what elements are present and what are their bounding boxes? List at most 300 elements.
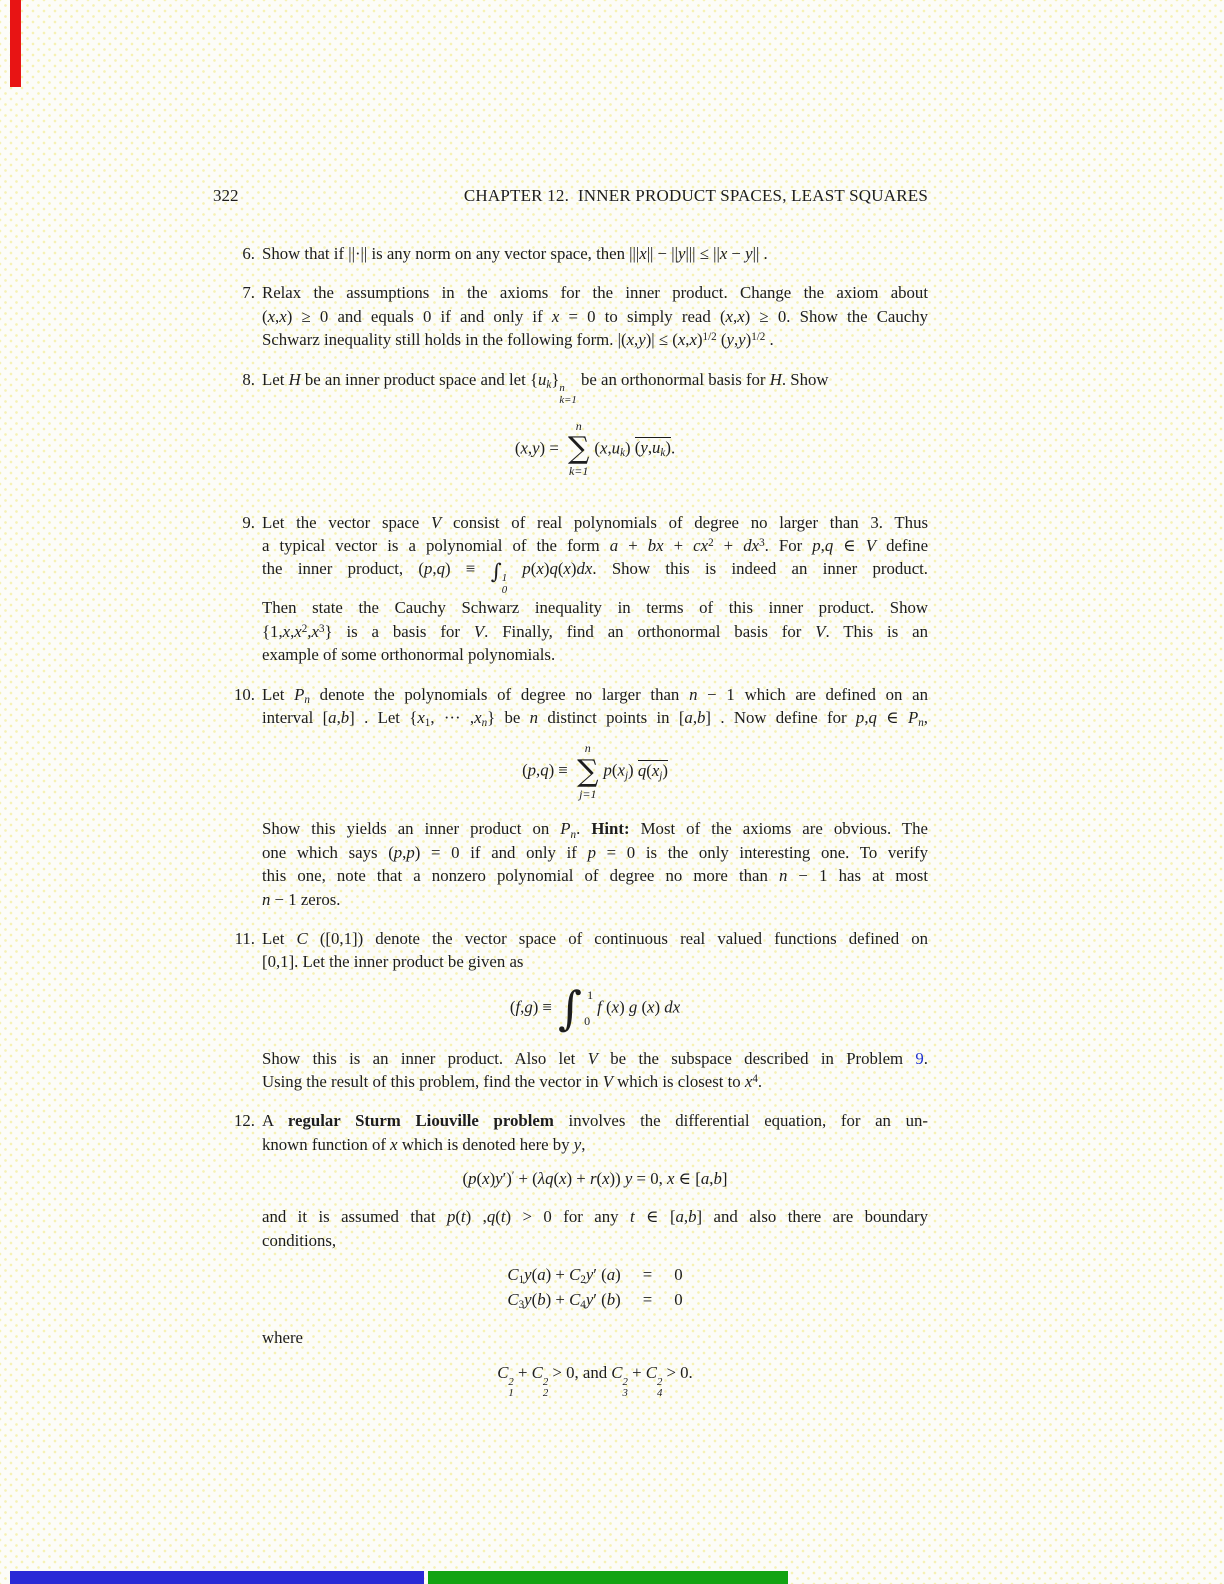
- text-run: −: [727, 244, 746, 263]
- text-run: 1: [424, 717, 431, 729]
- text-run: b: [697, 707, 706, 727]
- text-line: [262, 643, 928, 666]
- nav-link-marker-bottom-left[interactable]: [10, 1571, 424, 1584]
- text-line: [262, 1326, 928, 1349]
- text-run: Let: [262, 929, 297, 949]
- text-block: [262, 281, 928, 351]
- text-run: || .: [752, 244, 768, 263]
- text-run: x: [551, 306, 560, 326]
- integral-icon: ∫: [558, 980, 583, 1035]
- equation-cell: [507, 1290, 620, 1310]
- text-run: λ: [537, 1169, 546, 1189]
- text-run: Show that if ||·|| is any norm on any vector space, then |||: [262, 244, 640, 263]
- text-run: } is a basis for: [324, 621, 474, 641]
- text-run: x: [536, 559, 544, 579]
- text-run: ,: [336, 707, 341, 727]
- text-line: [262, 534, 928, 557]
- display-equation-array: [262, 1265, 928, 1310]
- text-run: 4: [752, 1072, 758, 1085]
- integral-lower-limit: 0: [584, 1013, 591, 1028]
- text-run: ): [665, 437, 671, 457]
- text-run: n: [779, 866, 788, 886]
- text-run: k: [660, 447, 666, 459]
- text-run: 1: [518, 1274, 525, 1287]
- text-run: ,: [733, 306, 738, 326]
- text-run: ): [615, 1265, 621, 1285]
- text-run: x: [417, 707, 425, 727]
- text-run: q: [824, 536, 834, 555]
- text-run: ∈ [: [634, 1207, 676, 1227]
- text-run: p: [424, 559, 433, 579]
- text-run: x: [647, 997, 655, 1017]
- text-run: u: [611, 437, 621, 457]
- text-run: p: [522, 559, 531, 579]
- text-run: ,: [733, 330, 739, 350]
- text-run: which is closest to: [612, 1071, 745, 1091]
- subscript: 2: [542, 1387, 549, 1400]
- text-run: ) +: [566, 1169, 590, 1189]
- text-run: C: [296, 929, 308, 949]
- text-line: [262, 888, 928, 911]
- chapter-title: CHAPTER 12. INNER PRODUCT SPACES, LEAST SQUARES: [463, 186, 928, 205]
- text-run: ) ≡: [548, 760, 573, 780]
- text-run: (: [716, 330, 727, 350]
- text-run: define: [876, 536, 929, 555]
- text-run: +: [513, 1362, 532, 1382]
- text-run: = 0,: [632, 1169, 667, 1189]
- page-number: 322: [213, 186, 239, 205]
- text-run: (: [262, 306, 268, 326]
- text-line: [262, 620, 928, 643]
- text-run: ,: [527, 437, 533, 457]
- text-run: x: [563, 559, 571, 579]
- text-run: and it is assumed that: [262, 1207, 447, 1227]
- text-run: p: [393, 842, 403, 862]
- text-run: ,: [307, 621, 312, 641]
- text-run: q: [545, 1169, 554, 1189]
- text-run: j: [624, 769, 629, 782]
- text-run: +: [618, 536, 648, 555]
- text-run: p: [406, 842, 415, 862]
- text-run: C: [569, 1290, 581, 1310]
- text-run: Using the result of this problem, find the vector in: [262, 1071, 603, 1091]
- text-block: [262, 1205, 928, 1252]
- text-run: p: [527, 760, 537, 780]
- text-run: ,: [685, 330, 690, 350]
- text-run: )| ≤ (: [645, 330, 678, 350]
- display-equation: [262, 420, 928, 479]
- nav-link-marker-top-left[interactable]: [10, 0, 21, 87]
- text-line: [262, 1109, 928, 1132]
- text-run: +: [627, 1362, 646, 1382]
- problem-number: 10.: [234, 684, 255, 704]
- text-run: y: [524, 1265, 532, 1285]
- text-run: } be: [487, 707, 530, 727]
- text-run: g: [524, 997, 533, 1017]
- text-run: V: [587, 1048, 598, 1068]
- text-run: 3: [759, 537, 765, 550]
- text-run: Then state the Cauchy Schwarz inequality in terms of this inner product. Show: [262, 598, 928, 618]
- text-run: p: [855, 707, 865, 727]
- text-run: a: [684, 707, 693, 727]
- text-run: x: [611, 997, 620, 1017]
- text-run: =: [642, 1265, 653, 1285]
- subscript: 1: [508, 1387, 514, 1400]
- text-run: ): [628, 760, 638, 780]
- text-run: ∈ [: [674, 1169, 701, 1189]
- display-equation: [262, 742, 928, 801]
- text-block: [262, 927, 928, 974]
- text-run: x: [390, 1134, 398, 1154]
- text-block: [262, 1109, 928, 1156]
- text-line: [262, 841, 928, 864]
- text-run: x: [737, 306, 745, 326]
- text-run: ) +: [545, 1265, 570, 1285]
- text-run: ] . Now define for: [705, 707, 856, 727]
- text-run: ∈: [876, 707, 908, 727]
- text-run: y: [585, 1290, 594, 1310]
- text-run: . Show: [781, 369, 829, 389]
- text-run: ,: [864, 707, 869, 727]
- problem-body: [262, 242, 928, 265]
- text-run: dx: [743, 536, 760, 555]
- text-run: ∫: [490, 560, 502, 585]
- text-run: .: [765, 330, 774, 350]
- text-run: , ··· ,: [430, 707, 475, 727]
- text-run: V: [473, 621, 485, 641]
- text-run: +: [713, 536, 744, 555]
- text-run: ): [506, 1169, 512, 1189]
- text-run: ′ (: [593, 1290, 607, 1310]
- text-run: 0: [674, 1265, 683, 1285]
- text-run: V: [865, 536, 877, 555]
- text-run: ,: [536, 760, 541, 780]
- text-run: (: [557, 559, 564, 579]
- text-run: p: [446, 1207, 456, 1227]
- text-run: distinct points in [: [538, 707, 685, 727]
- text-line: [262, 1070, 928, 1093]
- text-run: n: [529, 707, 539, 727]
- text-run: y: [640, 437, 648, 457]
- text-run: Let the vector space: [262, 512, 431, 532]
- text-run: x: [474, 707, 482, 727]
- text-run: .: [670, 437, 676, 457]
- text-run: cx: [693, 536, 709, 555]
- text-line: [262, 511, 928, 534]
- text-run: conditions,: [262, 1230, 337, 1250]
- text-run: . Show this is indeed an inner product.: [592, 559, 928, 579]
- text-run: ||| ≤ ||: [685, 244, 720, 263]
- text-run: t: [500, 1207, 506, 1227]
- text-run: ): [745, 330, 752, 350]
- text-run: .: [576, 819, 592, 839]
- text-run: (: [646, 760, 652, 780]
- problem-body: [262, 511, 928, 667]
- text-run: (: [531, 1265, 538, 1285]
- problem-item: [229, 927, 928, 1093]
- nav-link-marker-bottom-middle[interactable]: [428, 1571, 788, 1584]
- text-run: ): [696, 330, 703, 350]
- text-run: involves the differential equation, for an un-: [553, 1111, 929, 1131]
- text-run: x: [279, 306, 287, 326]
- text-run: (: [531, 1290, 538, 1310]
- superscript: 2: [656, 1375, 663, 1388]
- text-run: n: [481, 717, 488, 729]
- page-header: [213, 186, 928, 206]
- text-run: a: [700, 1169, 710, 1189]
- text-run: ): [615, 1290, 621, 1310]
- text-run: 0: [674, 1290, 683, 1310]
- text-run: P: [907, 707, 919, 727]
- text-run: (: [455, 1207, 461, 1227]
- text-run: ′: [502, 1169, 507, 1189]
- superscript: 2: [622, 1375, 628, 1388]
- text-run: y: [585, 1265, 594, 1285]
- text-run: . For: [764, 536, 813, 555]
- text-run: ] and also there are boundary: [696, 1207, 928, 1227]
- text-run: (: [514, 437, 521, 457]
- text-run: ,: [275, 306, 280, 326]
- text-run: (: [462, 1169, 469, 1189]
- text-run: dx: [576, 559, 593, 579]
- text-run: ) ≡: [445, 559, 491, 579]
- text-run: [507, 559, 522, 578]
- problem-body: [262, 281, 928, 351]
- text-run: y: [726, 330, 734, 350]
- text-run: x: [651, 760, 660, 780]
- text-run: the inner product, (: [262, 559, 425, 579]
- text-run: a typical vector is a polynomial of the form: [262, 536, 610, 555]
- sum-upper-limit: n: [575, 418, 582, 433]
- text-line: [262, 706, 928, 729]
- text-run: be the subspace described in Problem: [597, 1048, 916, 1068]
- text-run: C: [497, 1362, 509, 1382]
- text-line: [262, 281, 928, 304]
- sigma-icon: ∑: [577, 754, 599, 790]
- sum-operator: [568, 420, 589, 479]
- text-run: u: [538, 369, 547, 389]
- text-run: (: [634, 437, 641, 457]
- text-run: q: [540, 760, 549, 780]
- text-line: [262, 557, 928, 596]
- text-run: ]: [721, 1169, 728, 1189]
- text-run: q: [868, 707, 877, 727]
- text-run: ,: [923, 707, 928, 727]
- problem-number: 8.: [242, 369, 255, 389]
- problem-item: [229, 242, 928, 265]
- subscript: 0: [501, 583, 508, 596]
- text-run: bx: [647, 536, 664, 555]
- text-run: y: [738, 330, 746, 350]
- text-run: p: [603, 760, 612, 780]
- text-run: y: [495, 1169, 503, 1189]
- text-run: ) ≥ 0. Show the Cauchy: [744, 306, 928, 326]
- text-run: y: [745, 244, 753, 263]
- text-run: ,: [647, 437, 653, 457]
- text-run: > 0, and: [548, 1362, 612, 1382]
- conjugate-overline: [638, 760, 668, 780]
- text-run: y: [677, 244, 686, 263]
- text-run: q: [637, 760, 647, 780]
- text-run: ): [543, 559, 550, 579]
- text-run: − 1 which are defined on an: [697, 684, 928, 704]
- text-run: (: [495, 1207, 501, 1227]
- problem-number: 7.: [242, 283, 255, 303]
- text-run: (: [530, 559, 537, 579]
- equation-cell: [674, 1265, 682, 1285]
- subscript: 3: [622, 1387, 628, 1400]
- text-run: b: [688, 1207, 697, 1227]
- text-run: x: [626, 330, 635, 350]
- text-run: ,: [290, 621, 295, 641]
- sum-upper-limit: n: [584, 741, 591, 756]
- text-run: p: [468, 1169, 477, 1189]
- text-line: [262, 1205, 928, 1228]
- problem-item: [229, 368, 928, 495]
- text-run: 1/2: [702, 331, 717, 344]
- problem-body: [262, 1109, 928, 1415]
- text-run: ): [654, 997, 665, 1017]
- text-run: be an orthonormal basis for: [576, 369, 770, 389]
- text-run: C: [507, 1265, 519, 1285]
- text-run: ′: [511, 1170, 515, 1183]
- text-run: ) = 0 if and only if: [414, 842, 588, 862]
- text-run: x: [677, 330, 686, 350]
- problem-number: 6.: [242, 244, 255, 263]
- text-line: [262, 1133, 928, 1156]
- sum-operator: [577, 742, 598, 801]
- superscript: n: [559, 382, 565, 395]
- text-run: g: [628, 997, 638, 1017]
- text-run: (: [637, 997, 648, 1017]
- conjugate-overline: [635, 437, 671, 457]
- text-run: q: [486, 1207, 496, 1227]
- text-run: (: [601, 997, 612, 1017]
- text-run: q: [549, 559, 558, 579]
- text-run: 4: [580, 1299, 586, 1312]
- text-run: ): [489, 1169, 496, 1189]
- text-run: 3: [318, 622, 325, 635]
- text-run: ,: [709, 1169, 714, 1189]
- text-run: − 1 has at most: [787, 866, 929, 886]
- text-run: r: [589, 1169, 597, 1189]
- text-run: 2: [301, 622, 308, 635]
- text-run: ,: [607, 437, 612, 457]
- text-run: 2: [708, 537, 714, 550]
- text-run: n: [918, 717, 924, 729]
- display-equation: [262, 1169, 928, 1189]
- text-run: C: [507, 1290, 519, 1310]
- text-run: n: [689, 684, 698, 704]
- text-run: x: [282, 621, 291, 641]
- text-run: Most of the axioms are obvious. The: [629, 819, 928, 839]
- sum-lower-limit: k=1: [568, 463, 589, 478]
- sum-lower-limit: j=1: [579, 786, 597, 801]
- problems-list: [229, 242, 928, 1416]
- text-run: ([0,1]) denote the vector space of continuous real valued functions defined on: [307, 929, 928, 949]
- equation-cell: [507, 1265, 620, 1285]
- text-run: P: [560, 819, 571, 839]
- text-run: a: [537, 1265, 546, 1285]
- text-run: Relax the assumptions in the axioms for the inner product. Change the axiom about: [262, 283, 928, 303]
- problem-body: [262, 927, 928, 1093]
- text-run: (: [476, 1169, 483, 1189]
- text-block: [262, 683, 928, 730]
- text-run: +: [663, 536, 694, 555]
- text-run: a: [606, 1265, 616, 1285]
- equation-cell: [643, 1265, 652, 1285]
- problem-item: [229, 683, 928, 912]
- integral-upper-limit: 1: [587, 987, 594, 1002]
- text-run: regular Sturm Liouville problem: [287, 1111, 554, 1131]
- sigma-icon: ∑: [568, 431, 590, 467]
- text-run: )): [609, 1169, 625, 1189]
- text-run: (: [509, 997, 516, 1017]
- text-run: (: [594, 437, 601, 457]
- text-run: b: [606, 1290, 616, 1310]
- text-run: ,: [692, 707, 698, 727]
- text-run: dx: [664, 997, 681, 1017]
- text-run: this one, note that a nonzero polynomial of degree no more than: [262, 866, 780, 886]
- text-run: H: [769, 369, 782, 389]
- integral-operator: [558, 980, 594, 1035]
- text-line: [262, 683, 928, 706]
- text-run: A: [262, 1111, 288, 1131]
- text-run: k: [620, 447, 625, 459]
- text-run: x: [267, 306, 276, 326]
- problem-number: 12.: [234, 1111, 255, 1131]
- text-line: [262, 864, 928, 887]
- text-run: consist of real polynomials of degree no larger than 3. Thus: [441, 512, 928, 532]
- text-run: j: [659, 769, 663, 782]
- text-run: C: [611, 1362, 623, 1382]
- problem-body: [262, 368, 928, 495]
- text-run: x: [725, 306, 733, 326]
- subscript: 4: [656, 1387, 663, 1400]
- text-run: ): [570, 559, 577, 579]
- text-run: Let: [262, 684, 295, 704]
- text-line: [262, 328, 928, 351]
- integral-limits: [582, 987, 593, 1031]
- text-line: [262, 1047, 928, 1070]
- text-run: f: [597, 997, 602, 1017]
- text-run: ,: [402, 842, 407, 862]
- superscript: 1: [501, 572, 508, 585]
- text-run: ] . Let {: [349, 707, 418, 727]
- text-run: x: [667, 1169, 675, 1189]
- text-run: p: [587, 842, 596, 862]
- text-run: ,: [820, 536, 825, 555]
- text-run: }: [551, 369, 560, 389]
- text-run: . Finally, find an orthonormal basis for: [484, 621, 816, 641]
- text-run: x: [744, 1071, 753, 1091]
- text-line: [262, 927, 928, 950]
- text-run: C: [645, 1362, 657, 1382]
- text-run: x: [559, 1169, 567, 1189]
- text-run: Schwarz inequality still holds in the following form. |(: [262, 330, 627, 350]
- text-run: . This is an: [825, 621, 928, 641]
- text-run: a: [609, 536, 619, 555]
- text-run: {1,: [262, 621, 283, 641]
- text-run: p: [812, 536, 821, 555]
- text-run: = 0 to simply read (: [559, 306, 726, 326]
- problem-9-link[interactable]: 9: [915, 1048, 924, 1068]
- text-run: 2: [580, 1274, 586, 1287]
- text-run: y: [532, 437, 540, 457]
- page-content: [213, 186, 928, 1432]
- text-run: H: [288, 369, 301, 389]
- text-line: [262, 242, 928, 265]
